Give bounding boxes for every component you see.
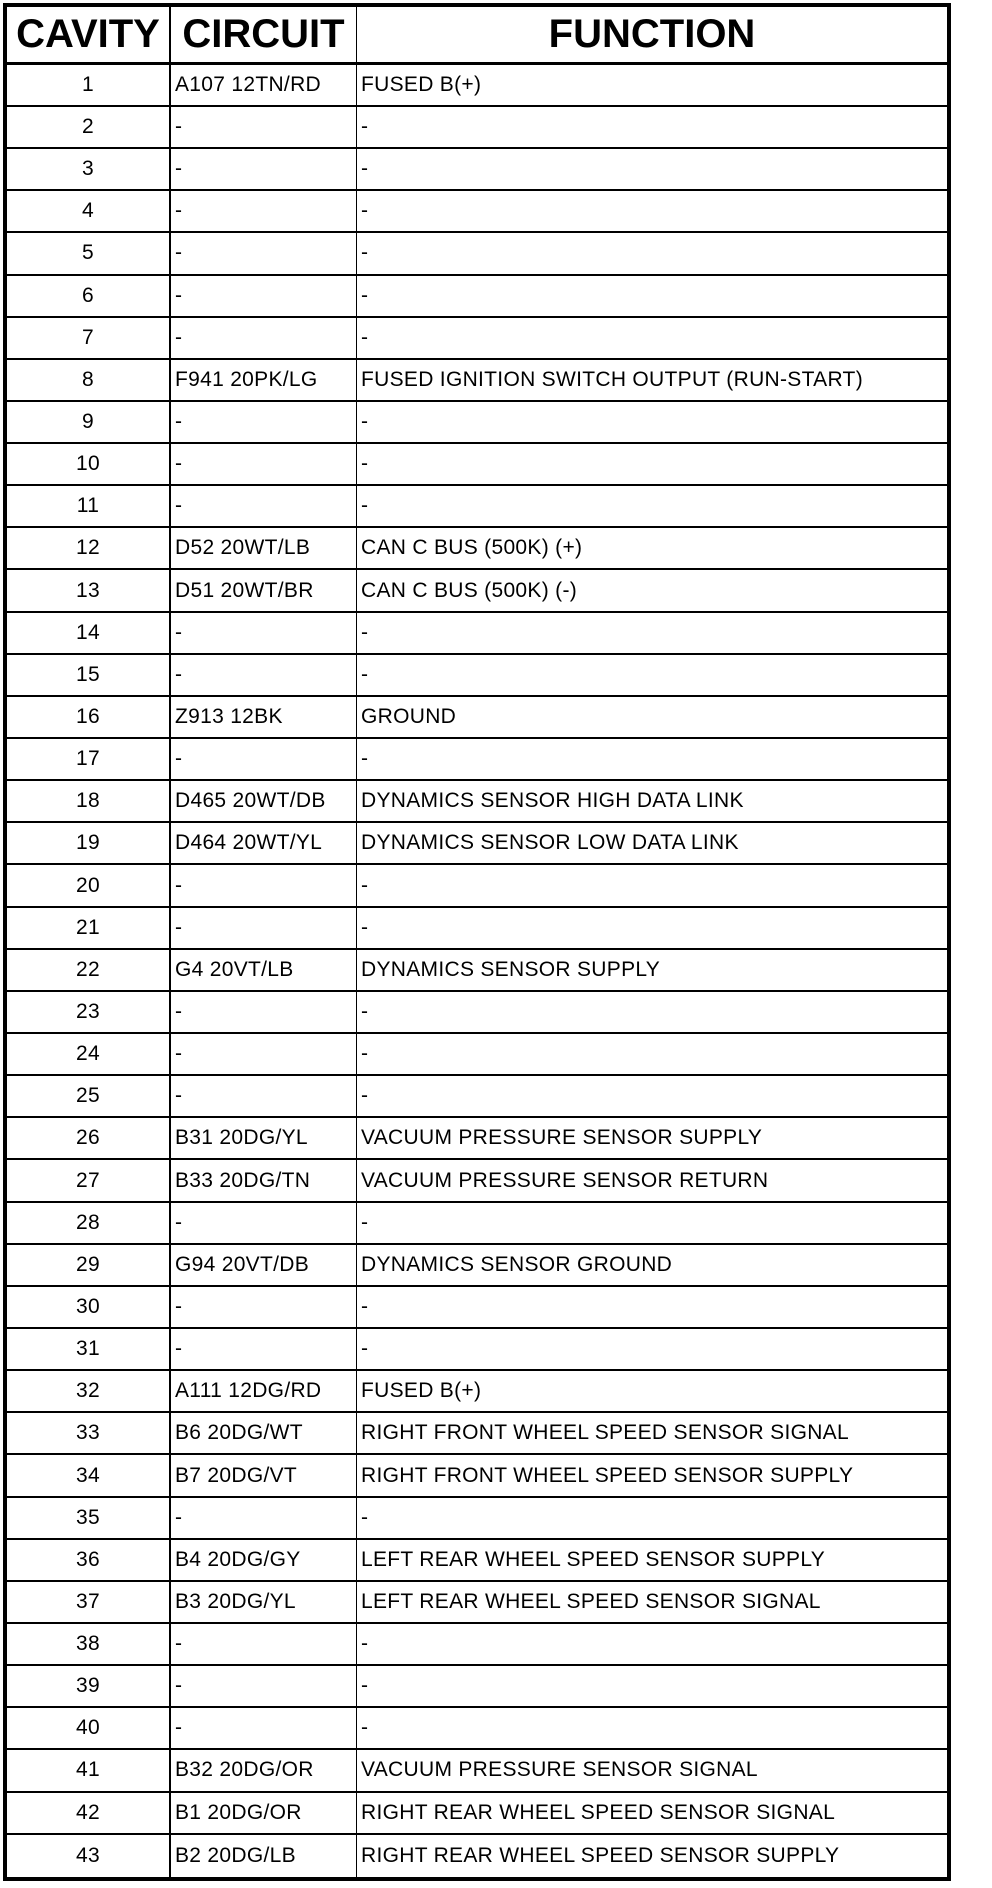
circuit-cell: - xyxy=(171,444,357,484)
cavity-cell: 4 xyxy=(7,191,171,231)
cavity-cell: 19 xyxy=(7,823,171,863)
function-cell: DYNAMICS SENSOR LOW DATA LINK xyxy=(361,831,739,855)
cavity-cell: 16 xyxy=(7,697,171,737)
table-row xyxy=(7,1624,947,1666)
function-cell: - xyxy=(361,915,369,939)
table-row xyxy=(7,65,947,107)
function-cell: GROUND xyxy=(361,704,457,728)
function-cell: VACUUM PRESSURE SENSOR SIGNAL xyxy=(361,1758,758,1782)
circuit-cell: D51 20WT/BR xyxy=(171,570,357,610)
circuit-cell: B4 20DG/GY xyxy=(171,1540,357,1580)
circuit-cell: - xyxy=(171,1287,357,1327)
function-cell: - xyxy=(361,325,369,349)
function-cell: RIGHT REAR WHEEL SPEED SENSOR SIGNAL xyxy=(361,1800,836,1824)
cavity-cell: 29 xyxy=(7,1245,171,1285)
circuit-cell: - xyxy=(171,402,357,442)
function-cell: - xyxy=(361,1716,369,1740)
cavity-cell: 6 xyxy=(7,276,171,316)
function-cell: - xyxy=(361,409,369,433)
table-row xyxy=(7,1245,947,1287)
function-cell: - xyxy=(361,1042,369,1066)
cavity-cell: 24 xyxy=(7,1034,171,1074)
table-row xyxy=(7,613,947,655)
function-cell: - xyxy=(361,241,369,265)
cavity-cell: 3 xyxy=(7,149,171,189)
function-cell: LEFT REAR WHEEL SPEED SENSOR SIGNAL xyxy=(361,1589,821,1613)
cavity-cell: 33 xyxy=(7,1413,171,1453)
header-function: FUNCTION xyxy=(548,11,756,56)
cavity-cell: 21 xyxy=(7,908,171,948)
cavity-cell: 34 xyxy=(7,1455,171,1495)
circuit-cell: - xyxy=(171,908,357,948)
function-cell: - xyxy=(361,1505,369,1529)
circuit-cell: D465 20WT/DB xyxy=(171,781,357,821)
cavity-cell: 25 xyxy=(7,1076,171,1116)
table-row xyxy=(7,1498,947,1540)
table-row xyxy=(7,1793,947,1835)
circuit-cell: - xyxy=(171,1666,357,1706)
circuit-cell: B3 20DG/YL xyxy=(171,1582,357,1622)
cavity-cell: 7 xyxy=(7,318,171,358)
circuit-cell: A107 12TN/RD xyxy=(171,65,357,105)
table-row xyxy=(7,1540,947,1582)
circuit-cell: B7 20DG/VT xyxy=(171,1455,357,1495)
cavity-cell: 30 xyxy=(7,1287,171,1327)
circuit-cell: - xyxy=(171,276,357,316)
circuit-cell: - xyxy=(171,1624,357,1664)
table-row xyxy=(7,191,947,233)
cavity-cell: 15 xyxy=(7,655,171,695)
circuit-cell: - xyxy=(171,191,357,231)
cavity-cell: 37 xyxy=(7,1582,171,1622)
circuit-cell: - xyxy=(171,739,357,779)
cavity-cell: 27 xyxy=(7,1160,171,1200)
function-cell: VACUUM PRESSURE SENSOR SUPPLY xyxy=(361,1126,763,1150)
function-cell: RIGHT FRONT WHEEL SPEED SENSOR SIGNAL xyxy=(361,1421,849,1445)
header-cavity: CAVITY xyxy=(7,7,171,62)
function-cell: - xyxy=(361,873,369,897)
table-row xyxy=(7,1835,947,1877)
table-row xyxy=(7,1582,947,1624)
cavity-cell: 10 xyxy=(7,444,171,484)
cavity-cell: 20 xyxy=(7,865,171,905)
function-cell: - xyxy=(361,452,369,476)
function-cell: - xyxy=(361,620,369,644)
circuit-cell: G4 20VT/LB xyxy=(171,950,357,990)
circuit-cell: - xyxy=(171,1076,357,1116)
table-row xyxy=(7,1160,947,1202)
circuit-cell: B2 20DG/LB xyxy=(171,1835,357,1877)
circuit-cell: A111 12DG/RD xyxy=(171,1371,357,1411)
circuit-cell: - xyxy=(171,1203,357,1243)
circuit-cell: - xyxy=(171,1498,357,1538)
table-row xyxy=(7,360,947,402)
circuit-cell: - xyxy=(171,149,357,189)
table-row xyxy=(7,1287,947,1329)
circuit-cell: - xyxy=(171,1034,357,1074)
table-row xyxy=(7,1076,947,1118)
table-row xyxy=(7,1203,947,1245)
table-row xyxy=(7,233,947,275)
cavity-cell: 39 xyxy=(7,1666,171,1706)
table-row xyxy=(7,149,947,191)
table-row xyxy=(7,570,947,612)
cavity-cell: 5 xyxy=(7,233,171,273)
table-row xyxy=(7,402,947,444)
table-row xyxy=(7,1413,947,1455)
cavity-cell: 38 xyxy=(7,1624,171,1664)
cavity-cell: 18 xyxy=(7,781,171,821)
cavity-cell: 35 xyxy=(7,1498,171,1538)
function-cell: - xyxy=(361,1632,369,1656)
cavity-cell: 28 xyxy=(7,1203,171,1243)
circuit-cell: B6 20DG/WT xyxy=(171,1413,357,1453)
circuit-cell: - xyxy=(171,1329,357,1369)
table-row xyxy=(7,1371,947,1413)
table-row xyxy=(7,107,947,149)
table-row xyxy=(7,1750,947,1792)
table-row xyxy=(7,1455,947,1497)
circuit-cell: G94 20VT/DB xyxy=(171,1245,357,1285)
cavity-cell: 11 xyxy=(7,486,171,526)
circuit-cell: - xyxy=(171,486,357,526)
cavity-cell: 9 xyxy=(7,402,171,442)
function-cell: - xyxy=(361,283,369,307)
function-cell: - xyxy=(361,115,369,138)
circuit-cell: - xyxy=(171,1708,357,1748)
table-row xyxy=(7,1118,947,1160)
cavity-cell: 8 xyxy=(7,360,171,400)
function-cell: - xyxy=(361,1674,369,1698)
function-cell: CAN C BUS (500K) (-) xyxy=(361,578,578,602)
function-cell: FUSED IGNITION SWITCH OUTPUT (RUN-START) xyxy=(361,367,863,391)
circuit-cell: - xyxy=(171,865,357,905)
function-cell: - xyxy=(361,1084,369,1108)
table-row xyxy=(7,318,947,360)
table-row xyxy=(7,1329,947,1371)
cavity-cell: 1 xyxy=(7,65,171,105)
circuit-cell: - xyxy=(171,992,357,1032)
cavity-cell: 43 xyxy=(7,1835,171,1877)
table-row xyxy=(7,486,947,528)
circuit-cell: - xyxy=(171,613,357,653)
table-row xyxy=(7,1708,947,1750)
cavity-cell: 2 xyxy=(7,107,171,147)
header-circuit: CIRCUIT xyxy=(171,7,357,62)
function-cell: FUSED B(+) xyxy=(361,1379,482,1403)
table-row xyxy=(7,823,947,865)
circuit-cell: B33 20DG/TN xyxy=(171,1160,357,1200)
function-cell: - xyxy=(361,157,369,181)
function-cell: - xyxy=(361,747,369,771)
cavity-cell: 41 xyxy=(7,1750,171,1790)
function-cell: - xyxy=(361,1337,369,1361)
circuit-cell: D52 20WT/LB xyxy=(171,528,357,568)
function-cell: FUSED B(+) xyxy=(361,72,482,96)
table-row xyxy=(7,865,947,907)
cavity-cell: 14 xyxy=(7,613,171,653)
circuit-cell: B32 20DG/OR xyxy=(171,1750,357,1790)
table-row xyxy=(7,950,947,992)
circuit-cell: F941 20PK/LG xyxy=(171,360,357,400)
function-cell: - xyxy=(361,999,369,1023)
cavity-cell: 36 xyxy=(7,1540,171,1580)
function-cell: RIGHT FRONT WHEEL SPEED SENSOR SUPPLY xyxy=(361,1463,854,1487)
cavity-cell: 31 xyxy=(7,1329,171,1369)
cavity-cell: 23 xyxy=(7,992,171,1032)
circuit-cell: D464 20WT/YL xyxy=(171,823,357,863)
circuit-cell: B1 20DG/OR xyxy=(171,1793,357,1833)
function-cell: - xyxy=(361,199,369,223)
function-cell: DYNAMICS SENSOR HIGH DATA LINK xyxy=(361,789,744,813)
cavity-cell: 12 xyxy=(7,528,171,568)
function-cell: - xyxy=(361,1210,369,1234)
circuit-cell: - xyxy=(171,107,357,147)
table-header-row xyxy=(7,7,947,65)
function-cell: RIGHT REAR WHEEL SPEED SENSOR SUPPLY xyxy=(361,1843,840,1867)
circuit-cell: - xyxy=(171,233,357,273)
table-row xyxy=(7,739,947,781)
table-row xyxy=(7,1666,947,1708)
cavity-cell: 42 xyxy=(7,1793,171,1833)
function-cell: VACUUM PRESSURE SENSOR RETURN xyxy=(361,1168,769,1192)
cavity-cell: 22 xyxy=(7,950,171,990)
table-row xyxy=(7,1034,947,1076)
circuit-cell: - xyxy=(171,655,357,695)
connector-pinout-table xyxy=(3,3,951,1881)
table-row xyxy=(7,781,947,823)
function-cell: - xyxy=(361,662,369,686)
table-row xyxy=(7,528,947,570)
cavity-cell: 26 xyxy=(7,1118,171,1158)
function-cell: - xyxy=(361,494,369,518)
cavity-cell: 17 xyxy=(7,739,171,779)
circuit-cell: Z913 12BK xyxy=(171,697,357,737)
table-row xyxy=(7,908,947,950)
table-row xyxy=(7,992,947,1034)
table-row xyxy=(7,276,947,318)
function-cell: - xyxy=(361,1294,369,1318)
function-cell: DYNAMICS SENSOR SUPPLY xyxy=(361,957,661,981)
function-cell: DYNAMICS SENSOR GROUND xyxy=(361,1252,673,1276)
table-row xyxy=(7,655,947,697)
table-row xyxy=(7,697,947,739)
cavity-cell: 13 xyxy=(7,570,171,610)
circuit-cell: - xyxy=(171,318,357,358)
circuit-cell: B31 20DG/YL xyxy=(171,1118,357,1158)
table-row xyxy=(7,444,947,486)
function-cell: LEFT REAR WHEEL SPEED SENSOR SUPPLY xyxy=(361,1547,826,1571)
function-cell: CAN C BUS (500K) (+) xyxy=(361,536,583,560)
cavity-cell: 40 xyxy=(7,1708,171,1748)
cavity-cell: 32 xyxy=(7,1371,171,1411)
